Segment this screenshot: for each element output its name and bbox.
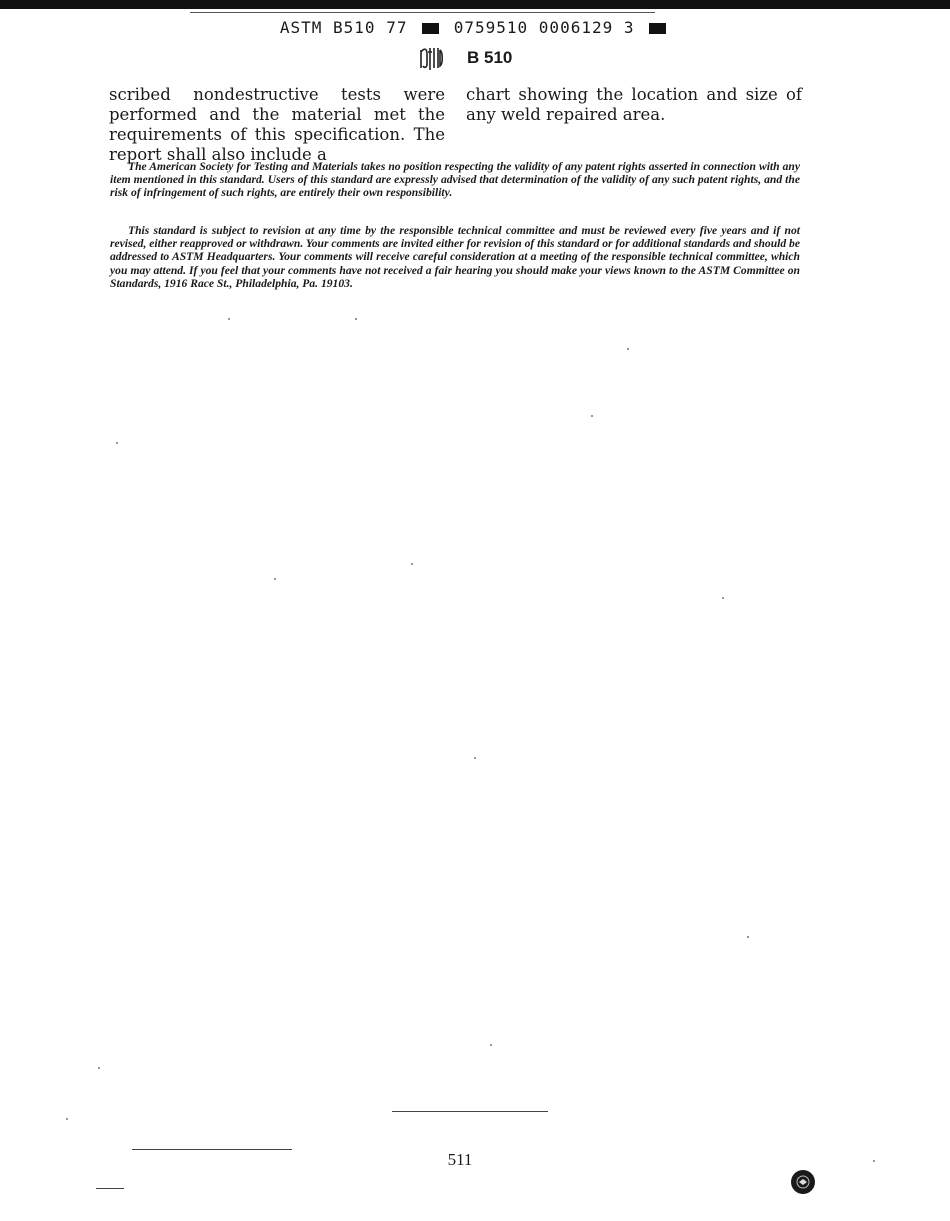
- revision-notice: This standard is subject to revision at any time by the responsible technical committee and must be reviewed every five years and if not revised, either reapproved or withdrawn. Your comments are invited either for revision of this standard or for additional standards and should be addressed to ASTM Headquarters. Your comments will receive careful consideration at a meeting of the responsible technical committee, which you may attend. If you feel that your comments have not received a fair hearing you should make your views known to the ASTM Committee on Standards, 1916 Race St., Philadelphia, Pa. 19103.: [110, 224, 801, 290]
- astm-logo-icon: [418, 44, 444, 72]
- scan-speck: [228, 318, 230, 320]
- scan-artifact-line: [96, 1188, 124, 1189]
- standard-number: B 510: [467, 48, 513, 67]
- redaction-block-icon: [649, 23, 666, 34]
- scan-speck: [274, 578, 276, 580]
- document-code-part-1: ASTM B510 77: [279, 18, 408, 37]
- scan-artifact-line: [392, 1111, 548, 1112]
- redaction-block-icon: [422, 23, 439, 34]
- scan-speck: [411, 563, 413, 565]
- scan-speck: [474, 757, 476, 759]
- scan-artifact-line: [132, 1149, 292, 1150]
- patent-rights-notice: The American Society for Testing and Materials takes no position respecting the validity of any patent rights asserted in connection with any item mentioned in this standard. Users of this standard are expressly advised that determination of the validity of any such patent rights, and the risk of infringement of such rights, are entirely their own responsibility.: [110, 160, 800, 200]
- scan-speck: [722, 597, 724, 599]
- document-code-part-2: 0759510 0006129 3: [453, 18, 635, 37]
- scan-speck: [627, 348, 629, 350]
- scan-speck: [747, 936, 749, 938]
- document-code-line: [0, 18, 950, 37]
- page-number: 511: [447, 1150, 473, 1169]
- scan-speck: [490, 1044, 492, 1046]
- scan-speck: [355, 318, 357, 320]
- scan-top-border: [0, 0, 950, 9]
- scan-speck: [591, 415, 593, 417]
- body-text-right-column: chart showing the location and size of any weld repaired area.: [466, 85, 802, 124]
- scan-speck: [116, 442, 118, 444]
- header-rule: [190, 12, 655, 13]
- scan-speck: [98, 1067, 100, 1069]
- scan-speck: [66, 1118, 68, 1120]
- body-text-left-column: scribed nondestructive tests were performed and the material met the requirements of this specification. The report shall also include a: [109, 85, 445, 164]
- scan-speck: [873, 1160, 875, 1162]
- scanner-stamp-icon: [790, 1169, 816, 1195]
